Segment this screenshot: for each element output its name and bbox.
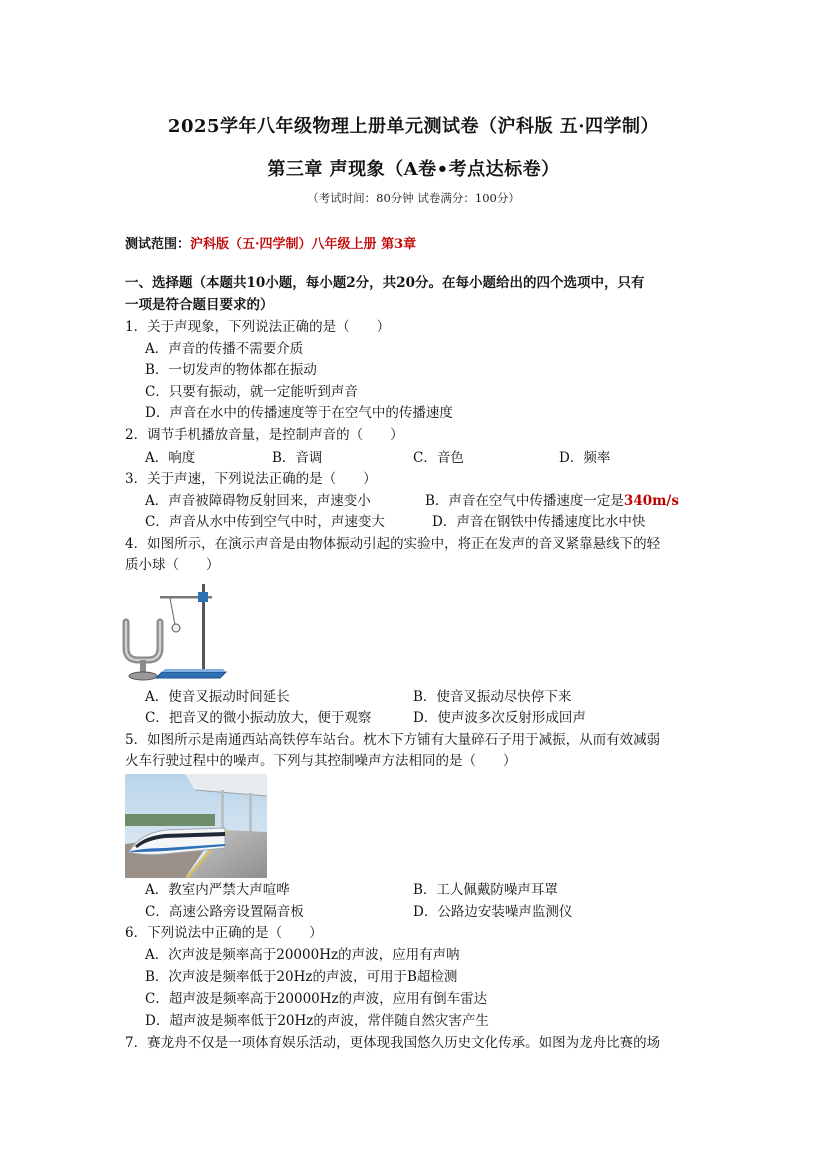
exam-title: 2025学年八年级物理上册单元测试卷（沪科版 五·四学制） [167,116,660,137]
scope-value: 沪科版（五·四学制）八年级上册 第3章 [190,237,417,252]
q3-option-d: D．声音在钢铁中传播速度比水中快 [432,514,646,530]
q6-option-d: D．超声波是频率低于20Hz的声波，常伴随自然灾害产生 [145,1013,489,1029]
q4-stem-line1: 4．如图所示，在演示声音是由物体振动引起的实验中，将正在发声的音叉紧靠悬线下的轻 [125,536,661,552]
q2-option-a: A．响度 [145,450,196,466]
tuning-fork [126,622,160,660]
q4-option-a: A．使音叉振动时间延长 [145,689,290,705]
q1-option-b: B．一切发声的物体都在振动 [145,362,317,378]
q1-stem: 1．关于声现象，下列说法正确的是（ ） [125,319,391,335]
fork-base [129,672,157,680]
q4-stem-line2: 质小球（ ） [125,557,220,573]
q4-option-b: B．使音叉振动尽快停下来 [413,689,572,705]
stand-clamp [198,592,208,602]
q3-option-a: A．声音被障碍物反射回来，声速变小 [145,493,371,509]
q3-option-b [425,492,679,510]
tuning-fork-apparatus-figure [122,578,232,684]
exam-info: （考试时间：80分钟 试卷满分：100分） [307,191,520,205]
scope-label: 测试范围： [125,237,191,252]
q2-option-c: C．音色 [413,450,464,466]
q5-option-d: D．公路边安装噪声监测仪 [413,904,573,920]
light-ball [172,624,180,632]
q6-stem: 6．下列说法中正确的是（ ） [125,925,323,941]
q2-stem: 2．调节手机播放音量，是控制声音的（ ） [125,427,404,443]
q3-stem: 3．关于声速，下列说法正确的是（ ） [125,471,377,487]
q1-option-c: C．只要有振动，就一定能听到声音 [145,384,358,400]
q2-option-b: B．音调 [272,450,323,466]
q7-stem: 7．赛龙舟不仅是一项体育娱乐活动，更体现我国悠久历史文化传承。如图为龙舟比赛的场 [125,1035,661,1051]
q5-option-c: C．高速公路旁设置隔音板 [145,904,304,920]
stand-base [156,672,226,678]
q6-option-c: C．超声波是频率高于20000Hz的声波，应用有倒车雷达 [145,991,488,1007]
q6-option-a: A．次声波是频率高于20000Hz的声波，应用有声呐 [145,947,460,963]
q5-option-b: B．工人佩戴防噪声耳罩 [413,882,558,898]
q3-option-c: C．声音从水中传到空气中时，声速变大 [145,514,385,530]
q5-stem-line2: 火车行驶过程中的噪声。下列与其控制噪声方法相同的是（ ） [125,753,517,769]
suspension-string [170,598,175,625]
test-scope [125,233,416,252]
q6-option-b: B．次声波是频率低于20Hz的声波，可用于B超检测 [145,969,458,985]
q3-option-b-value: 340m/s [623,493,679,509]
section-heading-line1: 一、选择题（本题共10小题，每小题2分，共20分。在每小题给出的四个选项中，只有 [125,275,645,291]
q3-option-b-text: B．声音在空气中传播速度一定是 [425,493,624,509]
q4-option-d: D．使声波多次反射形成回声 [413,710,586,726]
q5-option-a: A．教室内严禁大声喧哗 [145,882,290,898]
q1-option-d: D．声音在水中的传播速度等于在空气中的传播速度 [145,405,453,421]
q4-option-c: C．把音叉的微小振动放大，便于观察 [145,710,372,726]
q2-option-d: D．频率 [559,450,611,466]
fork-handle [140,660,146,672]
q5-stem-line1: 5．如图所示是南通西站高铁停车站台。枕木下方铺有大量碎石子用于减振，从而有效减弱 [125,732,661,748]
chapter-title: 第三章 声现象（A卷•考点达标卷） [267,159,560,180]
q1-option-a: A．声音的传播不需要介质 [145,341,304,357]
section-heading-line2: 一项是符合题目要求的） [125,297,274,313]
high-speed-train-photo [125,774,267,878]
